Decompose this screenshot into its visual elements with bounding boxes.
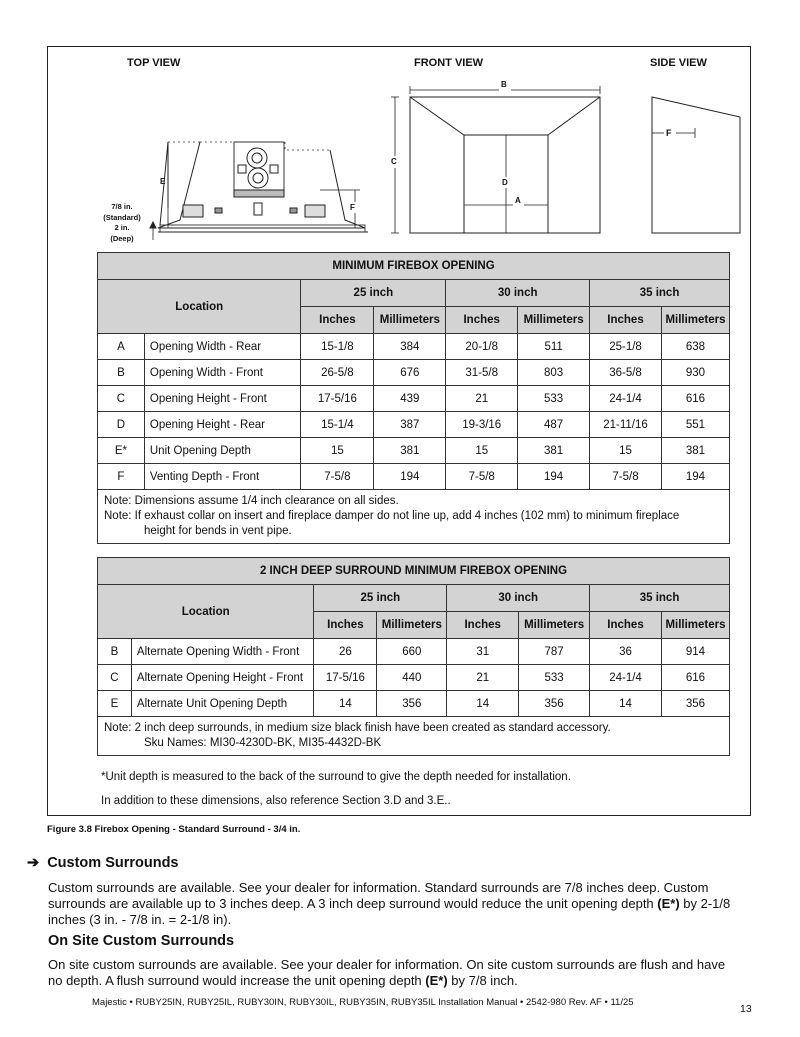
cell: 14 <box>590 691 662 717</box>
cell: 15 <box>446 438 518 464</box>
size-header-30: 30 inch <box>446 280 590 307</box>
row-location: Opening Width - Rear <box>144 334 301 360</box>
paragraph-line <box>48 896 753 912</box>
note-surrounds: Note: 2 inch deep surrounds, in medium size black finish have been created as standard accessory. <box>104 722 611 734</box>
dim-f-side-label: F <box>666 128 672 138</box>
cell: 660 <box>377 639 447 665</box>
table-row <box>98 334 730 360</box>
note-clearance: Note: Dimensions assume 1/4 inch clearance on all sides. <box>104 495 399 507</box>
table-title: MINIMUM FIREBOX OPENING <box>98 253 730 280</box>
cell: 440 <box>377 665 447 691</box>
cell: 15 <box>590 438 662 464</box>
cell: 21 <box>446 386 518 412</box>
depth-note-line2: (Standard) <box>103 212 141 222</box>
row-key: D <box>98 412 145 438</box>
depth-note-line1: 7/8 in. <box>111 202 133 211</box>
depth-note-line4: (Deep) <box>110 233 134 243</box>
section-title: Custom Surrounds <box>47 855 179 871</box>
cell: 19-3/16 <box>446 412 518 438</box>
cell: 356 <box>519 691 590 717</box>
cell: 533 <box>519 665 590 691</box>
cell: 930 <box>661 360 729 386</box>
table-row <box>98 639 730 665</box>
cell: 511 <box>518 334 590 360</box>
note-exhaust-cont: height for bends in vent pipe. <box>144 525 292 537</box>
table-row <box>98 665 730 691</box>
front-view-label: FRONT VIEW <box>414 57 484 69</box>
note-sku: Sku Names: MI30-4230D-BK, MI35-4432D-BK <box>144 737 382 749</box>
cell: 787 <box>519 639 590 665</box>
front-view-drawing <box>391 86 600 233</box>
depth-footnote: *Unit depth is measured to the back of the surround to give the depth needed for installation. <box>101 771 571 783</box>
cell: 26 <box>314 639 377 665</box>
row-key: A <box>98 334 145 360</box>
row-location: Unit Opening Depth <box>144 438 301 464</box>
cell: 616 <box>661 386 729 412</box>
cell: 21 <box>447 665 519 691</box>
text-run-bold: (E*) <box>425 973 448 988</box>
size-header-35: 35 inch <box>590 585 730 612</box>
cell: 21-11/16 <box>590 412 662 438</box>
cell: 26-5/8 <box>301 360 374 386</box>
custom-surrounds-paragraph <box>48 880 753 928</box>
cell: 803 <box>518 360 590 386</box>
cell: 616 <box>661 665 729 691</box>
cell: 15-1/8 <box>301 334 374 360</box>
cell: 36 <box>590 639 662 665</box>
table-title: 2 INCH DEEP SURROUND MINIMUM FIREBOX OPENING <box>98 558 730 585</box>
cell: 638 <box>661 334 729 360</box>
depth-note-line3: 2 in. <box>114 223 130 232</box>
top-view-label: TOP VIEW <box>127 57 181 69</box>
table-row <box>98 360 730 386</box>
cell: 36-5/8 <box>590 360 662 386</box>
row-location: Alternate Opening Height - Front <box>131 665 314 691</box>
dim-a-label: A <box>515 196 521 205</box>
row-key: B <box>98 639 132 665</box>
arrow-icon: ➔ <box>27 855 40 871</box>
table-row <box>98 691 730 717</box>
cell: 356 <box>661 691 729 717</box>
text-run: surrounds are available up to 3 inches deep. A 3 inch deep surround would reduce the unit opening depth <box>48 896 658 911</box>
depth-note <box>96 202 148 244</box>
location-header: Location <box>98 585 314 639</box>
page-footer: Majestic • RUBY25IN, RUBY25IL, RUBY30IN, RUBY30IL, RUBY35IN, RUBY35IL Installation Manual • 2542-980 Rev. AF • 11/25 <box>92 997 634 1008</box>
unit-header-inches: Inches <box>590 612 662 639</box>
cell: 381 <box>661 438 729 464</box>
cell: 7-5/8 <box>301 464 374 490</box>
cell: 17-5/16 <box>314 665 377 691</box>
min-firebox-table <box>97 252 730 544</box>
row-location: Opening Height - Front <box>144 386 301 412</box>
cell: 17-5/16 <box>301 386 374 412</box>
note-exhaust: Note: If exhaust collar on insert and fireplace damper do not line up, add 4 inches (102 mm) to minimum fireplace <box>104 510 680 522</box>
cell: 24-1/4 <box>590 665 662 691</box>
table-notes <box>98 490 730 544</box>
size-header-30: 30 inch <box>447 585 590 612</box>
cell: 194 <box>518 464 590 490</box>
row-key: E* <box>98 438 145 464</box>
row-location: Opening Width - Front <box>144 360 301 386</box>
row-location: Alternate Opening Width - Front <box>131 639 314 665</box>
text-run: by 7/8 inch. <box>447 973 518 988</box>
unit-header-mm: Millimeters <box>518 307 590 334</box>
paragraph-line: On site custom surrounds are available. See your dealer for information. On site custom surrounds are flush and have <box>48 957 726 972</box>
row-location: Alternate Unit Opening Depth <box>131 691 314 717</box>
size-header-25: 25 inch <box>314 585 447 612</box>
unit-header-inches: Inches <box>301 307 374 334</box>
row-key: C <box>98 665 132 691</box>
cell: 15-1/4 <box>301 412 374 438</box>
text-run: by 2-1/8 <box>679 896 731 911</box>
onsite-paragraph <box>48 957 753 989</box>
cell: 439 <box>374 386 446 412</box>
cell: 194 <box>661 464 729 490</box>
unit-header-mm: Millimeters <box>519 612 590 639</box>
text-run-bold: (E*) <box>657 896 680 911</box>
row-key: C <box>98 386 145 412</box>
row-key: E <box>98 691 132 717</box>
reference-footnote: In addition to these dimensions, also reference Section 3.D and 3.E.. <box>101 795 451 807</box>
onsite-heading: On Site Custom Surrounds <box>48 933 235 949</box>
table-row <box>98 438 730 464</box>
row-key: F <box>98 464 145 490</box>
custom-surrounds-heading <box>27 855 179 871</box>
cell: 24-1/4 <box>590 386 662 412</box>
table-row <box>98 386 730 412</box>
cell: 384 <box>374 334 446 360</box>
unit-header-mm: Millimeters <box>374 307 446 334</box>
cell: 381 <box>518 438 590 464</box>
paragraph-line: Custom surrounds are available. See your dealer for information. Standard surrounds are 7/8 inches deep. Custom <box>48 880 709 895</box>
cell: 14 <box>447 691 519 717</box>
side-view-label: SIDE VIEW <box>650 57 707 69</box>
top-view-drawing <box>150 142 368 240</box>
cell: 487 <box>518 412 590 438</box>
unit-header-mm: Millimeters <box>661 307 729 334</box>
cell: 7-5/8 <box>590 464 662 490</box>
size-header-35: 35 inch <box>590 280 730 307</box>
row-location: Opening Height - Rear <box>144 412 301 438</box>
unit-header-mm: Millimeters <box>377 612 447 639</box>
row-location: Venting Depth - Front <box>144 464 301 490</box>
size-header-25: 25 inch <box>301 280 446 307</box>
cell: 387 <box>374 412 446 438</box>
cell: 7-5/8 <box>446 464 518 490</box>
cell: 381 <box>374 438 446 464</box>
cell: 914 <box>661 639 729 665</box>
dim-e-label: E <box>160 177 166 186</box>
cell: 15 <box>301 438 374 464</box>
unit-header-inches: Inches <box>314 612 377 639</box>
cell: 533 <box>518 386 590 412</box>
cell: 356 <box>377 691 447 717</box>
cell: 20-1/8 <box>446 334 518 360</box>
paragraph-line <box>48 973 753 989</box>
side-view-drawing <box>652 97 740 233</box>
figure-caption: Figure 3.8 Firebox Opening - Standard Surround - 3/4 in. <box>47 824 301 835</box>
dim-d-label: D <box>502 178 508 187</box>
location-header: Location <box>98 280 301 334</box>
dim-b-label: B <box>501 80 507 89</box>
cell: 31 <box>447 639 519 665</box>
deep-surround-table <box>97 557 730 756</box>
table-row <box>98 412 730 438</box>
cell: 676 <box>374 360 446 386</box>
cell: 551 <box>661 412 729 438</box>
unit-header-inches: Inches <box>590 307 662 334</box>
cell: 25-1/8 <box>590 334 662 360</box>
cell: 14 <box>314 691 377 717</box>
dim-f-top-label: F <box>350 203 355 212</box>
unit-header-mm: Millimeters <box>661 612 729 639</box>
unit-header-inches: Inches <box>447 612 519 639</box>
page-number: 13 <box>740 1003 752 1015</box>
cell: 31-5/8 <box>446 360 518 386</box>
table-notes <box>98 717 730 756</box>
cell: 194 <box>374 464 446 490</box>
dim-c-label: C <box>391 157 397 166</box>
text-run: no depth. A flush surround would increase the unit opening depth <box>48 973 426 988</box>
paragraph-line: inches (3 in. - 7/8 in. = 2-1/8 in). <box>48 912 232 927</box>
table-row <box>98 464 730 490</box>
unit-header-inches: Inches <box>446 307 518 334</box>
row-key: B <box>98 360 145 386</box>
